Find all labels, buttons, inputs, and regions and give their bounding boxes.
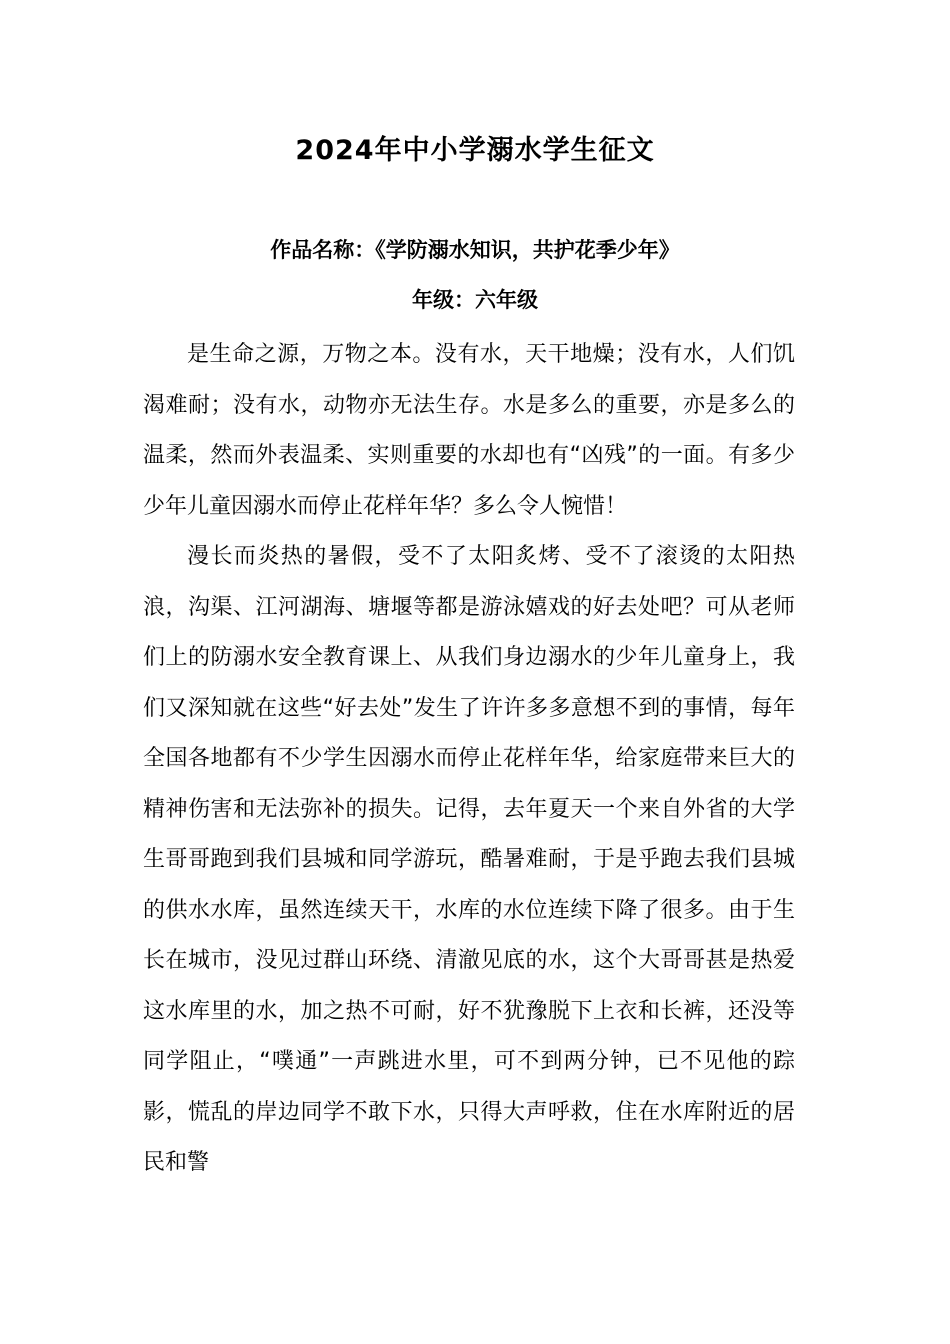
document-title: 2024年中小学溺水学生征文 [295, 135, 655, 166]
essay-paragraph-1: 是生命之源，万物之本。没有水，天干地燥；没有水，人们饥渴难耐；没有水，动物亦无法生存。水是多么的重要，亦是多么的温柔，然而外表温柔、实则重要的水却也有“凶残”的一面。有多少少年儿童因溺水而停止花样年华？多么令人惋惜！ [143, 342, 795, 519]
work-name-heading: 作品名称：《学防溺水知识，共护花季少年》 [270, 238, 680, 262]
essay-body [143, 330, 795, 1189]
grade-heading: 年级：六年级 [412, 288, 538, 312]
essay-paragraph-2: 漫长而炎热的暑假，受不了太阳炙烤、受不了滚烫的太阳热浪，沟渠、江河湖海、塘堰等都是游泳嬉戏的好去处吧？可从老师们上的防溺水安全教育课上、从我们身边溺水的少年儿童身上，我们又深知就在这些“好去处”发生了许许多多意想不到的事情，每年全国各地都有不少学生因溺水而停止花样年华，给家庭带来巨大的精神伤害和无法弥补的损失。记得，去年夏天一个来自外省的大学生哥哥跑到我们县城和同学游玩，酷暑难耐，于是乎跑去我们县城的供水水库，虽然连续天干，水库的水位连续下降了很多。由于生长在城市，没见过群山环绕、清澈见底的水，这个大哥哥甚是热爱这水库里的水，加之热不可耐，好不犹豫脱下上衣和长裤，还没等同学阻止，“噗通”一声跳进水里，可不到两分钟，已不见他的踪影，慌乱的岸边同学不敢下水，只得大声呼救，住在水库附近的居民和警 [143, 544, 795, 1175]
